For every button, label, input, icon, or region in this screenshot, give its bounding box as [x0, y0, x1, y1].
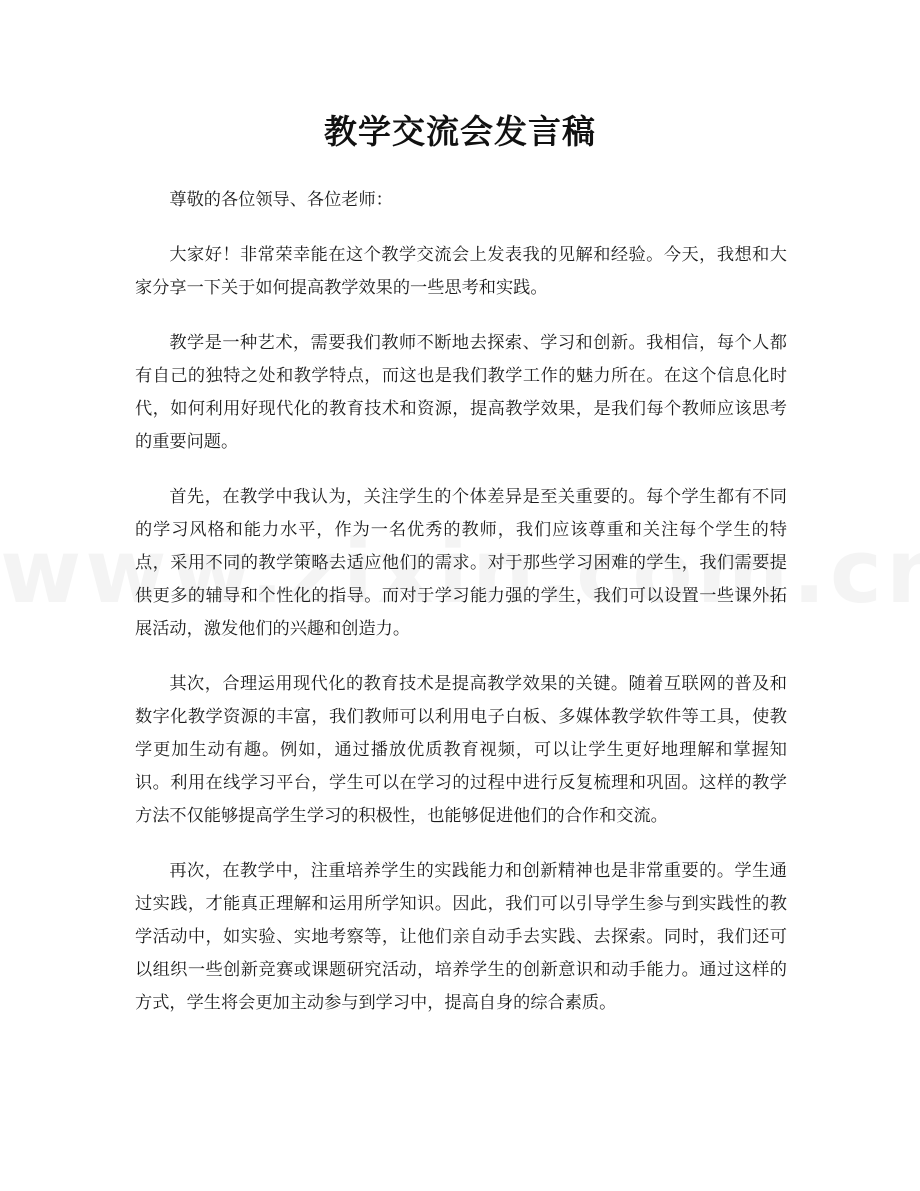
paragraph-second-point: 其次，合理运用现代化的教育技术是提高教学效果的关键。随着互联网的普及和数字化教学资源的丰富，我们教师可以利用电子白板、多媒体教学软件等工具，使教学更加生动有趣。例如，通过播放优质教育视频，可以让学生更好地理解和掌握知识。利用在线学习平台，学生可以在学习的过程中进行反复梳理和巩固。这样的教学方法不仅能够提高学生学习的积极性，也能够促进他们的合作和交流。	[135, 674, 787, 826]
page-title: 教学交流会发言稿	[324, 112, 596, 151]
paragraph-first-point: 首先，在教学中我认为，关注学生的个体差异是至关重要的。每个学生都有不同的学习风格和能力水平，作为一名优秀的教师，我们应该尊重和关注每个学生的特点，采用不同的教学策略去适应他们的需求。对于那些学习困难的学生，我们需要提供更多的辅导和个性化的指导。而对于学习能力强的学生，我们可以设置一些课外拓展活动，激发他们的兴趣和创造力。	[135, 487, 787, 639]
paragraph-third-point: 再次，在教学中，注重培养学生的实践能力和创新精神也是非常重要的。学生通过实践，才能真正理解和运用所学知识。因此，我们可以引导学生参与到实践性的教学活动中，如实验、实地考察等，让他们亲自动手去实践、去探索。同时，我们还可以组织一些创新竞赛或课题研究活动，培养学生的创新意识和动手能力。通过这样的方式，学生将会更加主动参与到学习中，提高自身的综合素质。	[135, 861, 787, 1013]
document-body	[135, 184, 787, 1042]
paragraph-teaching-art: 教学是一种艺术，需要我们教师不断地去探索、学习和创新。我相信，每个人都有自己的独特之处和教学特点，而这也是我们教学工作的魅力所在。在这个信息化时代，如何利用好现代化的教育技术和资源，提高教学效果，是我们每个教师应该思考的重要问题。	[135, 333, 787, 452]
paragraph-greeting: 大家好！非常荣幸能在这个教学交流会上发表我的见解和经验。今天，我想和大家分享一下关于如何提高教学效果的一些思考和实践。	[135, 245, 787, 298]
salutation: 尊敬的各位领导、各位老师：	[169, 190, 393, 210]
